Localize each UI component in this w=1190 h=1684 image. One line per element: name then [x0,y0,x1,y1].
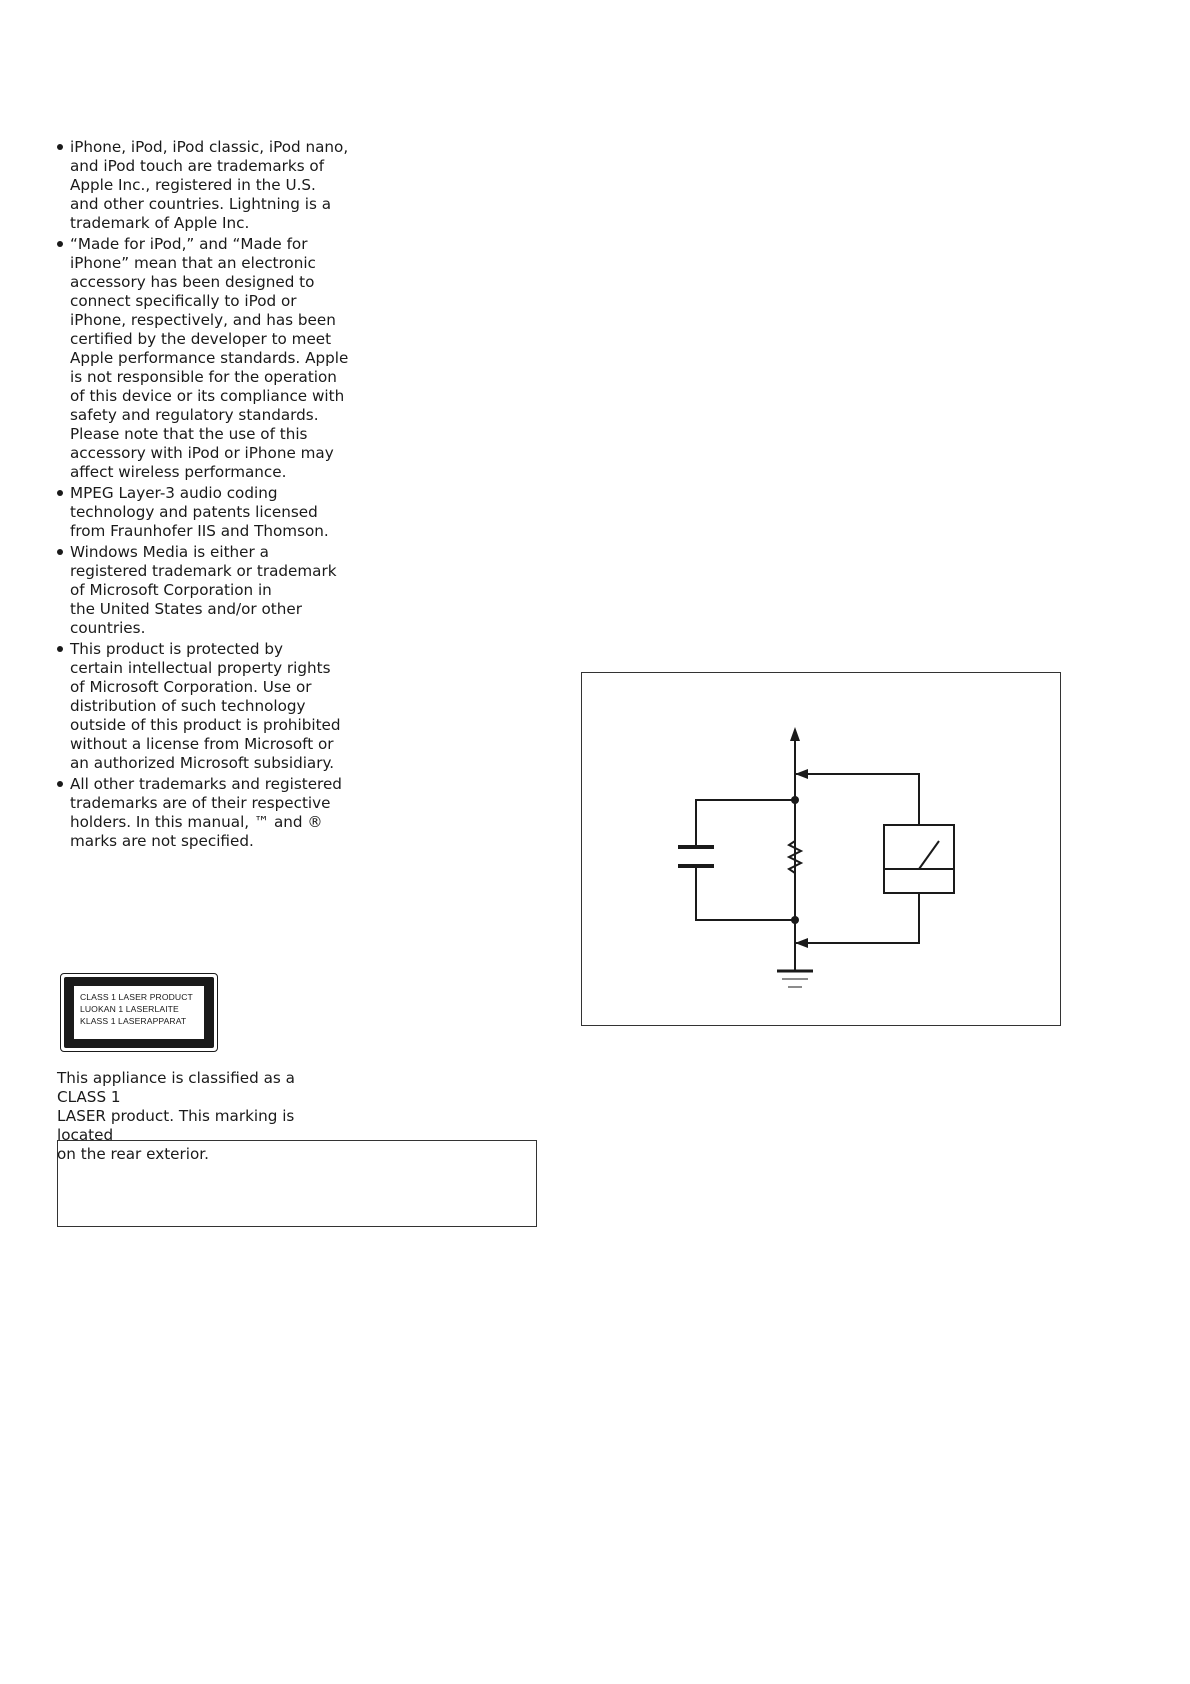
meter-needle [919,841,939,869]
laser-label-line-2: LUOKAN 1 LASERLAITE [80,1004,179,1014]
laser-label-text [74,986,204,1039]
notice-mpeg-layer3: MPEG Layer-3 audio coding technology and patents licensed from Fraunhofer IIS and Thomson. [57,484,357,541]
notice-microsoft-ip: This product is protected by certain intellectual property rights of Microsoft Corporation. Use or distribution of such technology outside of this product is prohibited without a license from Microsoft or an authorized Microsoft subsidiary. [57,640,357,773]
leakage-current-circuit-diagram [581,672,1061,1026]
laser-label-line-1: CLASS 1 LASER PRODUCT [80,992,193,1002]
laser-label-frame [64,977,214,1048]
junction-top [791,796,799,804]
junction-bottom [791,916,799,924]
arrow-up-icon [790,727,800,741]
capacitor-bottom-wire [696,866,795,920]
meter-top-wire [795,774,919,825]
notice-other-trademarks: All other trademarks and registered trademarks are of their respective holders. In this manual, ™ and ® marks are not specified. [57,775,357,851]
laser-label-line-3: KLASS 1 LASERAPPARAT [80,1016,187,1026]
trademark-notices [57,138,357,853]
notice-apple-trademarks: iPhone, iPod, iPod classic, iPod nano, and iPod touch are trademarks of Apple Inc., registered in the U.S. and other countries. Lightning is a trademark of Apple Inc. [57,138,357,233]
meter-icon [884,825,954,893]
meter-in-arrow [795,769,808,779]
laser-classification-note: This appliance is classified as a CLASS 1 LASER product. This marking is located on the rear exterior. [57,1069,295,1163]
notice-windows-media: Windows Media is either a registered trademark or trademark of Microsoft Corporation in the United States and/or other countries. [57,543,357,638]
laser-class-label [60,973,218,1052]
meter-return-arrow [795,938,808,948]
capacitor-top-wire [696,800,795,847]
notice-made-for-ipod: “Made for iPod,” and “Made for iPhone” mean that an electronic accessory has been designed to connect specifically to iPod or iPhone, respectively, and has been certified by the developer to meet Apple performance standards. Apple is not responsible for the operation of this device or its compliance with safety and regulatory standards. Please note that the use of this accessory with iPod or iPhone may affect wireless performance. [57,235,357,482]
empty-notice-box [57,1140,537,1227]
circuit-svg [582,673,1062,1027]
notice-list [57,138,357,851]
meter-bottom-wire [795,893,919,943]
